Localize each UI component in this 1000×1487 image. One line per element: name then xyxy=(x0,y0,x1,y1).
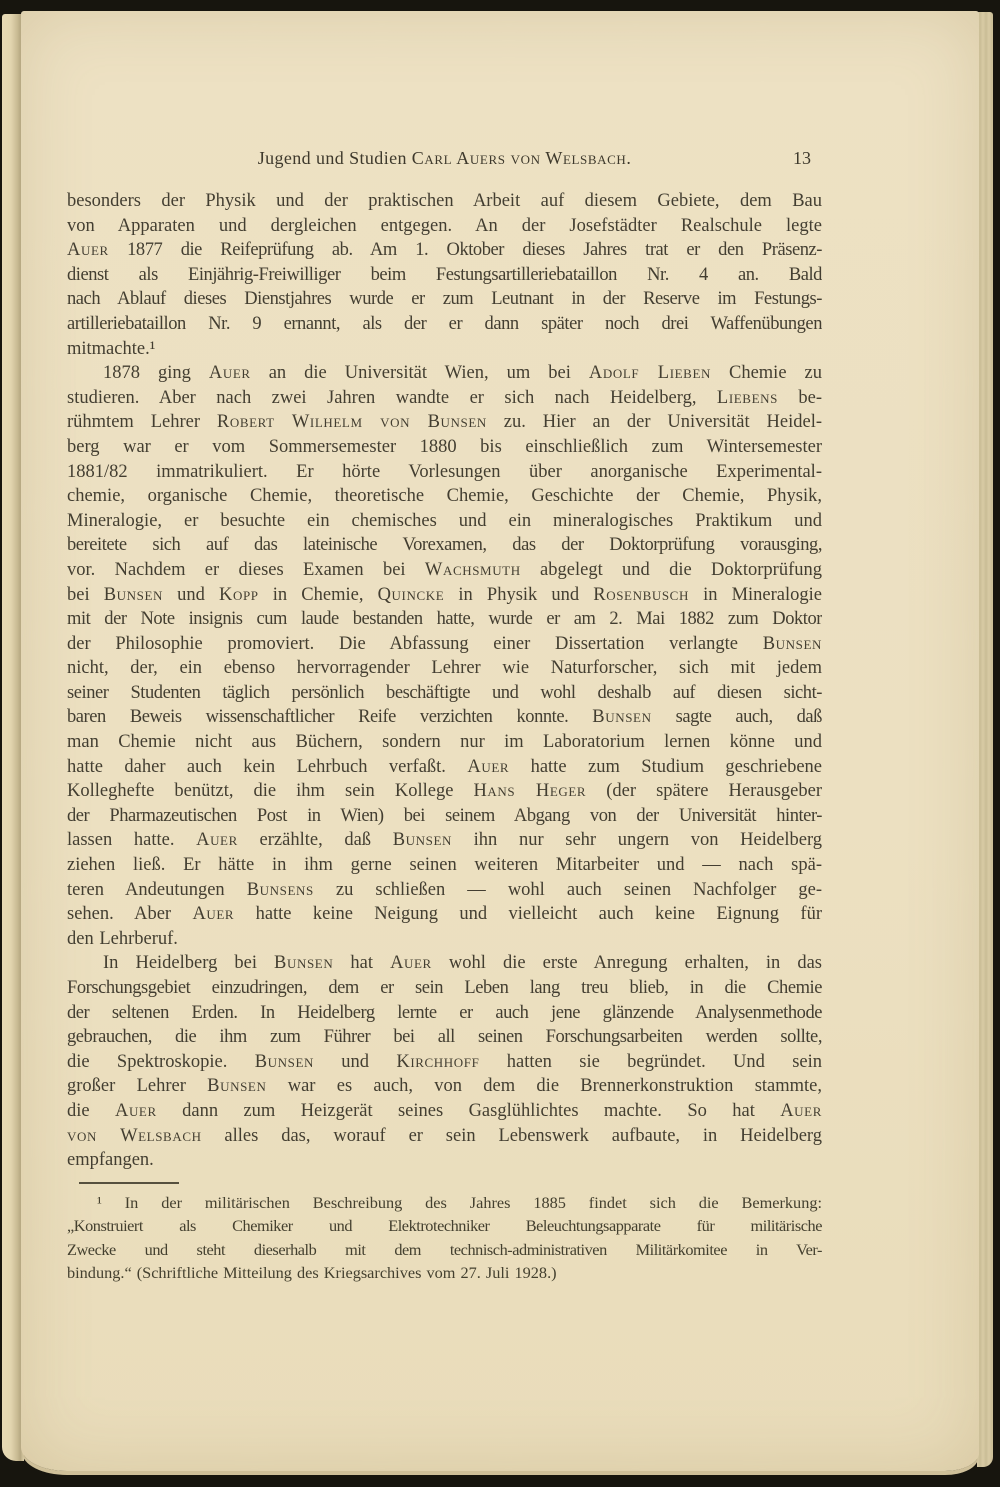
text-line: sehen. Aber Auer hatte keine Neigung und vielleicht auch keine Eignung für xyxy=(67,904,822,925)
text-line: von Welsbach alles das, worauf er sein Lebenswerk aufbaute, in Heidelberg xyxy=(67,1125,822,1146)
paragraph xyxy=(67,189,822,361)
text-line: nach Ablauf dieses Dienstjahres wurde er zum Leutnant in der Reserve im Festungs- xyxy=(67,289,822,310)
text-line: von Apparaten und dergleichen entgegen. An der Josefstädter Realschule legte xyxy=(67,215,822,236)
text-line: der Philosophie promoviert. Die Abfassung einer Dissertation verlangte Bunsen xyxy=(67,633,822,654)
text-line: gebrauchen, die ihm zum Führer bei all seinen Forschungsarbeiten werden sollte, xyxy=(67,1027,822,1048)
text-line: mit der Note insignis cum laude bestanden hatte, wurde er am 2. Mai 1882 zum Doktor xyxy=(67,609,822,630)
footnote-text xyxy=(67,1191,822,1285)
text-line: dienst als Einjährig-Freiwilliger beim Festungsartilleriebataillon Nr. 4 an. Bald xyxy=(67,264,822,285)
text-line: 1881/82 immatrikuliert. Er hörte Vorlesungen über anorganische Experimental- xyxy=(67,461,822,482)
paragraph xyxy=(67,361,822,951)
text-line: der Pharmazeutischen Post in Wien) bei seinem Abgang von der Universität hinter- xyxy=(67,805,822,826)
text-line: man Chemie nicht aus Büchern, sondern nur im Laboratorium lernen könne und xyxy=(67,732,822,753)
text-line: nicht, der, ein ebenso hervorragender Lehrer wie Naturforscher, sich mit jedem xyxy=(67,658,822,679)
page-number: 13 xyxy=(793,148,811,168)
text-line: chemie, organische Chemie, theoretische Chemie, Geschichte der Chemie, Physik, xyxy=(67,486,822,507)
page-header xyxy=(67,146,822,170)
text-line: die Auer dann zum Heizgerät seines Gasglühlichtes machte. So hat Auer xyxy=(67,1100,822,1121)
text-line: bereitete sich auf das lateinische Vorexamen, das der Doktorprüfung vorausging, xyxy=(67,535,822,556)
text-line: der seltenen Erden. In Heidelberg lernte er auch jene glänzende Analysenmethode xyxy=(67,1002,822,1023)
text-line: Kolleghefte benützt, die ihm sein Kollege Hans Heger (der spätere Herausgeber xyxy=(67,781,822,802)
footnote-rule xyxy=(79,1182,179,1184)
text-line: Auer 1877 die Reifeprüfung ab. Am 1. Oktober dieses Jahres trat er den Präsenz- xyxy=(67,240,822,261)
paragraph xyxy=(67,951,822,1172)
text-line: rühmtem Lehrer Robert Wilhelm von Bunsen zu. Hier an der Universität Heidel- xyxy=(67,412,822,433)
text-line: den Lehrberuf. xyxy=(67,928,178,949)
text-line: mitmachte.¹ xyxy=(67,338,156,359)
text-line: die Spektroskopie. Bunsen und Kirchhoff hatten sie begründet. Und sein xyxy=(67,1051,822,1072)
book-page xyxy=(21,11,979,1471)
text-line: berg war er vom Sommersemester 1880 bis einschließlich zum Wintersemester xyxy=(67,436,822,457)
text-line: hatte daher auch kein Lehrbuch verfaßt. Auer hatte zum Studium geschriebene xyxy=(67,756,822,777)
text-line: ¹ In der militärischen Beschreibung des Jahres 1885 findet sich die Bemerkung: xyxy=(97,1192,822,1212)
text-line: artilleriebataillon Nr. 9 ernannt, als der er dann später noch drei Waffenübungen xyxy=(67,313,822,334)
text-line: baren Beweis wissenschaftlicher Reife verzichten konnte. Bunsen sagte auch, daß xyxy=(67,707,822,728)
page-content xyxy=(21,11,979,1284)
text-line: empfangen. xyxy=(67,1150,154,1171)
text-line: Forschungsgebiet einzudringen, dem er sein Leben lang treu blieb, in die Chemie xyxy=(67,978,822,998)
text-line: großer Lehrer Bunsen war es auch, von dem die Brennerkonstruktion stammte, xyxy=(67,1076,822,1097)
text-line: seiner Studenten täglich persönlich beschäftigte und wohl deshalb auf diesen sicht- xyxy=(67,682,822,703)
text-line: besonders der Physik und der praktischen Arbeit auf diesem Gebiete, dem Bau xyxy=(67,191,822,211)
text-line: Zwecke und steht dieserhalb mit dem technisch-administrativen Militärkomitee in Ver- xyxy=(67,1239,822,1259)
text-line: studieren. Aber nach zwei Jahren wandte er sich nach Heidelberg, Liebens be- xyxy=(67,387,822,408)
text-line: teren Andeutungen Bunsens zu schließen — wohl auch seinen Nachfolger ge- xyxy=(67,879,822,900)
running-title: Jugend und Studien Carl Auers von Welsbach. xyxy=(257,148,632,168)
text-line: In Heidelberg bei Bunsen hat Auer wohl die erste Anregung erhalten, in das xyxy=(103,953,822,974)
text-line: 1878 ging Auer an die Universität Wien, um bei Adolf Lieben Chemie zu xyxy=(103,363,822,384)
text-line: „Konstruiert als Chemiker und Elektrotechniker Beleuchtungsapparate für militärische xyxy=(67,1216,822,1236)
text-line: ziehen ließ. Er hätte in ihm gerne seinen weiteren Mitarbeiter und — nach spä- xyxy=(67,855,822,876)
body-text xyxy=(67,189,822,1173)
text-line: Mineralogie, er besuchte ein chemisches und ein mineralogisches Praktikum und xyxy=(67,510,822,531)
text-line: vor. Nachdem er dieses Examen bei Wachsmuth abgelegt und die Doktorprüfung xyxy=(67,559,822,580)
text-line: bindung.“ (Schriftliche Mitteilung des Kriegsarchives vom 27. Juli 1928.) xyxy=(67,1262,557,1282)
page-edge-right xyxy=(977,12,993,1467)
text-line: lassen hatte. Auer erzählte, daß Bunsen ihn nur sehr ungern von Heidelberg xyxy=(67,830,822,851)
paragraph xyxy=(67,1191,822,1285)
text-line: bei Bunsen und Kopp in Chemie, Quincke in Physik und Rosenbusch in Mineralogie xyxy=(67,584,822,605)
